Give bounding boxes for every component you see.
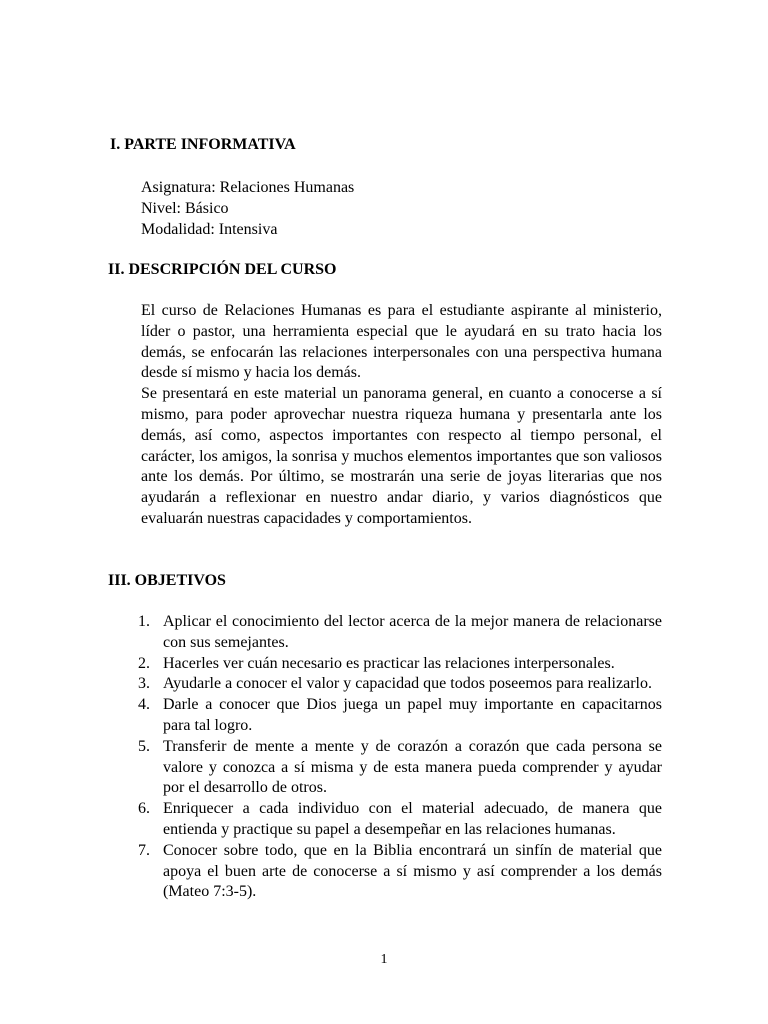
course-description xyxy=(141,301,662,530)
objective-text: Transferir de mente a mente y de corazón a corazón que cada persona se valore y conozca a sí misma y de esta manera pueda comprender y ayudar por el desarrollo de otros. xyxy=(163,737,662,797)
objectives-list xyxy=(138,612,662,903)
objective-number: 1. xyxy=(138,613,150,630)
objective-number: 5. xyxy=(138,737,150,755)
objective-item xyxy=(138,612,662,654)
objective-number: 3. xyxy=(138,675,150,693)
objective-text: Aplicar el conocimiento del lector acerca de la mejor manera de relacionarse con sus semejantes. xyxy=(163,613,662,651)
objective-item xyxy=(138,841,662,903)
objective-text: Darle a conocer que Dios juega un papel muy importante en capacitarnos para tal logro. xyxy=(163,696,662,734)
objective-text: Ayudarle a conocer el valor y capacidad que todos poseemos para realizarlo. xyxy=(163,675,652,693)
objective-number: 7. xyxy=(138,841,150,859)
objective-item xyxy=(138,654,662,675)
objective-item xyxy=(138,695,662,737)
course-info-list xyxy=(141,177,354,240)
section-heading-objetivos: III. OBJETIVOS xyxy=(108,572,226,589)
objective-item xyxy=(138,737,662,799)
objective-text: Conocer sobre todo, que en la Biblia encontrará un sinfín de material que apoya el buen arte de conocerse a sí mismo y así comprender a los demás (Mateo 7:3-5). xyxy=(163,841,662,901)
section-heading-informativa: I. PARTE INFORMATIVA xyxy=(110,136,296,153)
objective-number: 6. xyxy=(138,800,150,818)
description-paragraph: Se presentará en este material un panorama general, en cuanto a conocerse a sí mismo, para poder aprovechar nuestra riqueza humana y presentarla ante los demás, así como, aspectos importantes con respecto al tiempo personal, el carácter, los amigos, la sonrisa y muchos elementos importantes que son valiosos ante los demás. Por último, se mostrarán una serie de joyas literarias que nos ayudarán a reflexionar en nuestro andar diario, y varios diagnósticos que evaluarán nuestras capacidades y comportamientos. xyxy=(141,385,662,527)
objective-number: 4. xyxy=(138,696,150,714)
info-nivel: Nivel: Básico xyxy=(141,200,229,217)
objective-number: 2. xyxy=(138,654,150,672)
objective-text: Hacerles ver cuán necesario es practicar las relaciones interpersonales. xyxy=(163,654,615,672)
section-heading-descripcion: II. DESCRIPCIÓN DEL CURSO xyxy=(108,261,337,278)
objective-text: Enriquecer a cada individuo con el material adecuado, de manera que entienda y practique su papel a desempeñar en las relaciones humanas. xyxy=(163,800,662,838)
objective-item xyxy=(138,674,662,695)
info-modalidad: Modalidad: Intensiva xyxy=(141,221,278,238)
description-paragraph: El curso de Relaciones Humanas es para el estudiante aspirante al ministerio, líder o pastor, una herramienta especial que le ayudará en su trato hacia los demás, se enfocarán las relaciones interpersonales con una perspectiva humana desde sí mismo y hacia los demás. xyxy=(141,302,662,382)
info-asignatura: Asignatura: Relaciones Humanas xyxy=(141,179,355,196)
page-number: 1 xyxy=(380,952,388,967)
objective-item xyxy=(138,799,662,841)
